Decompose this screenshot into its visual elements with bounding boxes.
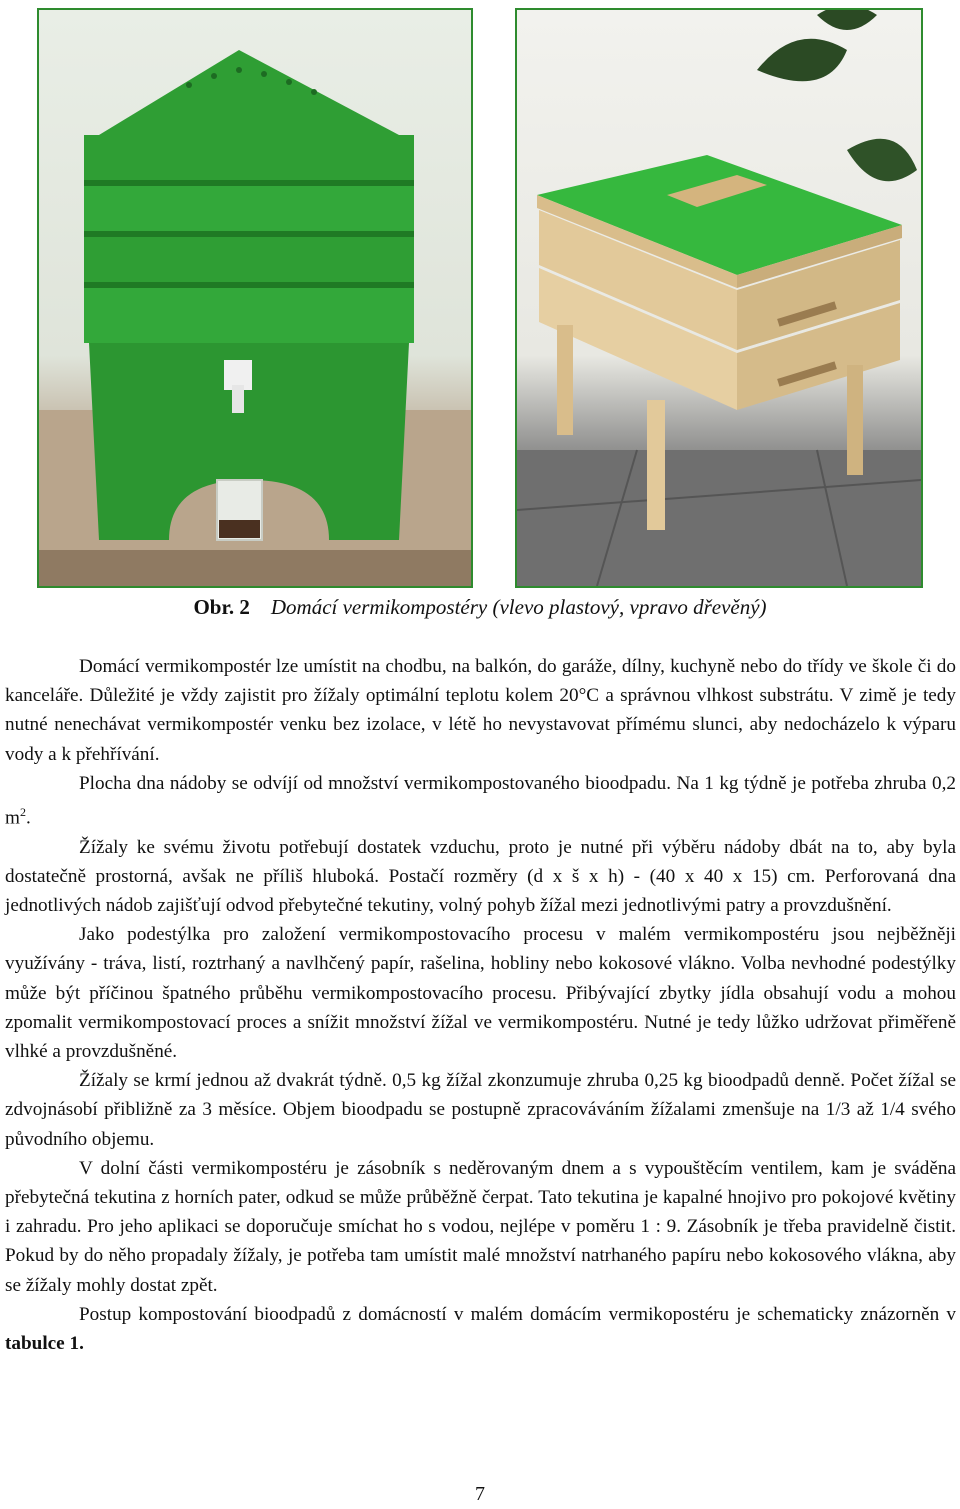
figure-caption-text: Domácí vermikompostéry (vlevo plastový, vpravo dřevěný): [270, 595, 767, 619]
paragraph-1: Domácí vermikompostér lze umístit na chodbu, na balkón, do garáže, dílny, kuchyně nebo do třídy ve škole či do kanceláře. Důležité je vždy zajistit pro žížaly optimální teplotu kolem 20°C a správnou vlhkost substrátu. V zimě je tedy nutné nenechávat vermikompostér venku bez izolace, v létě ho nevystavovat přímému slunci, aby nedocházelo k výparu vody a k přehřívání.: [5, 656, 956, 765]
paragraph-6: V dolní části vermikompostéru je zásobník s neděrovaným dnem a s vypouštěcím ventilem, kam je sváděna přebytečná tekutina z horních pater, odkud se může průběžně čerpat. Tato tekutina je kapalné hnojivo pro pokojové květiny i zahradu. Pro jeho aplikaci se doporučuje smíchat ho s vodou, nejlépe v poměru 1 : 9. Zásobník je třeba pravidelně čistit. Pokud by do něho propadaly žížaly, je potřeba tam umístit malé množství natrhaného papíru nebo kokosového vlákna, aby se žížaly mohly dostat zpět.: [5, 1157, 956, 1296]
paragraph-7-text: Postup kompostování bioodpadů z domácností v malém domácím vermikopostéru je schematicky znázorněn v: [79, 1303, 956, 1325]
body-text: [5, 652, 956, 1358]
paragraph-7: [5, 1300, 956, 1358]
page-number: 7: [475, 1483, 485, 1505]
figure-label: Obr. 2: [193, 595, 250, 619]
paragraph-2-superscript: 2: [19, 805, 26, 820]
paragraph-5: Žížaly se krmí jednou až dvakrát týdně. 0,5 kg žížal zkonzumuje zhruba 0,25 kg bioodpadů denně. Počet žížal se zdvojnásobí přibližně za 3 měsíce. Objem bioodpadu se postupně zpracováváním žížalami zmenšuje na 1/3 až 1/4 svého původního objemu.: [5, 1070, 956, 1150]
photo-wooden-vermicomposter: [515, 8, 923, 588]
paragraph-4: Jako podestýlka pro založení vermikompostovacího procesu v malém vermikompostéru jsou nejběžněji využívány - tráva, listí, roztrhaný a navlhčený papír, rašelina, hobliny nebo kokosové vlákno. Volba nevhodné podestýlky může být příčinou špatného průběhu vermikompostovacího procesu. Přibývající zbytky jídla obsahují vodu a mohou zpomalit vermikompostovací proces a snížit množství žížal ve vermikompostéru. Nutné je tedy lůžko udržovat přiměřeně vlhké a provzdušněné.: [5, 924, 956, 1063]
paragraph-2: [5, 769, 956, 833]
paragraph-2-text: Plocha dna nádoby se odvíjí od množství vermikompostovaného bioodpadu. Na 1 kg týdně je potřeba zhruba 0,2 m: [5, 772, 956, 829]
table-reference: tabulce 1.: [5, 1333, 84, 1355]
paragraph-2-end: .: [25, 807, 31, 829]
paragraph-3: Žížaly ke svému životu potřebují dostatek vzduchu, proto je nutné při výběru nádoby dbát na to, aby byla dostatečně prostorná, avšak ne příliš hluboká. Postačí rozměry (d x š x h) - (40 x 40 x 15) cm. Perforovaná dna jednotlivých nádob zajišťují odvod přebytečné tekutiny, volný pohyb žížal mezi jednotlivými patry a provzdušnění.: [5, 836, 956, 917]
plastic-vermicomposter-illustration: [39, 10, 471, 586]
figure: [37, 8, 923, 590]
wooden-vermicomposter-illustration: [517, 10, 921, 586]
photo-plastic-vermicomposter: [37, 8, 473, 588]
figure-caption: [0, 595, 960, 620]
